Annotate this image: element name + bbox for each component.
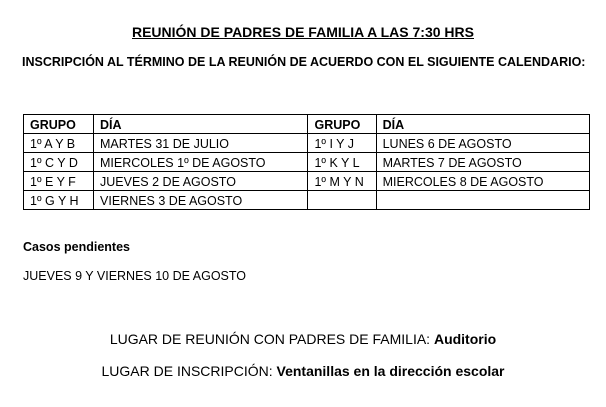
day-cell: VIERNES 3 DE AGOSTO: [94, 191, 308, 210]
group-cell: 1º I Y J: [308, 134, 376, 153]
group-cell: 1º E Y F: [24, 172, 94, 191]
group-cell: 1º M Y N: [308, 172, 376, 191]
pending-dates: JUEVES 9 Y VIERNES 10 DE AGOSTO: [23, 269, 247, 283]
column-header-dia: DÍA: [94, 115, 308, 134]
day-cell: LUNES 6 DE AGOSTO: [376, 134, 589, 153]
day-cell: MARTES 7 DE AGOSTO: [376, 153, 589, 172]
group-cell: 1º G Y H: [24, 191, 94, 210]
group-cell: 1º A Y B: [24, 134, 94, 153]
document-title: REUNIÓN DE PADRES DE FAMILIA A LAS 7:30 HRS: [131, 24, 474, 40]
meeting-place-line: [0, 330, 606, 348]
empty-cell: [308, 191, 376, 210]
meeting-place-value: Auditorio: [433, 331, 497, 347]
registration-place-value: Ventanillas en la dirección escolar: [276, 363, 505, 379]
day-cell: JUEVES 2 DE AGOSTO: [94, 172, 308, 191]
column-header-dia: DÍA: [376, 115, 589, 134]
table-row: [24, 191, 590, 210]
meeting-place-label: LUGAR DE REUNIÓN CON PADRES DE FAMILIA:: [109, 331, 434, 347]
registration-place-line: [0, 362, 606, 380]
table-header-row: [24, 115, 590, 134]
day-cell: MIERCOLES 1º DE AGOSTO: [94, 153, 308, 172]
registration-place-label: LUGAR DE INSCRIPCIÓN:: [101, 363, 277, 379]
schedule-table: [23, 114, 590, 210]
group-cell: 1º K Y L: [308, 153, 376, 172]
day-cell: MARTES 31 DE JULIO: [94, 134, 308, 153]
day-cell: MIERCOLES 8 DE AGOSTO: [376, 172, 589, 191]
column-header-grupo: GRUPO: [24, 115, 94, 134]
group-cell: 1º C Y D: [24, 153, 94, 172]
table-row: [24, 153, 590, 172]
table-row: [24, 172, 590, 191]
empty-cell: [376, 191, 589, 210]
pending-heading: Casos pendientes: [23, 240, 130, 254]
column-header-grupo: GRUPO: [308, 115, 376, 134]
table-row: [24, 134, 590, 153]
document-subtitle: INSCRIPCIÓN AL TÉRMINO DE LA REUNIÓN DE ACUERDO CON EL SIGUIENTE CALENDARIO:: [22, 55, 586, 69]
